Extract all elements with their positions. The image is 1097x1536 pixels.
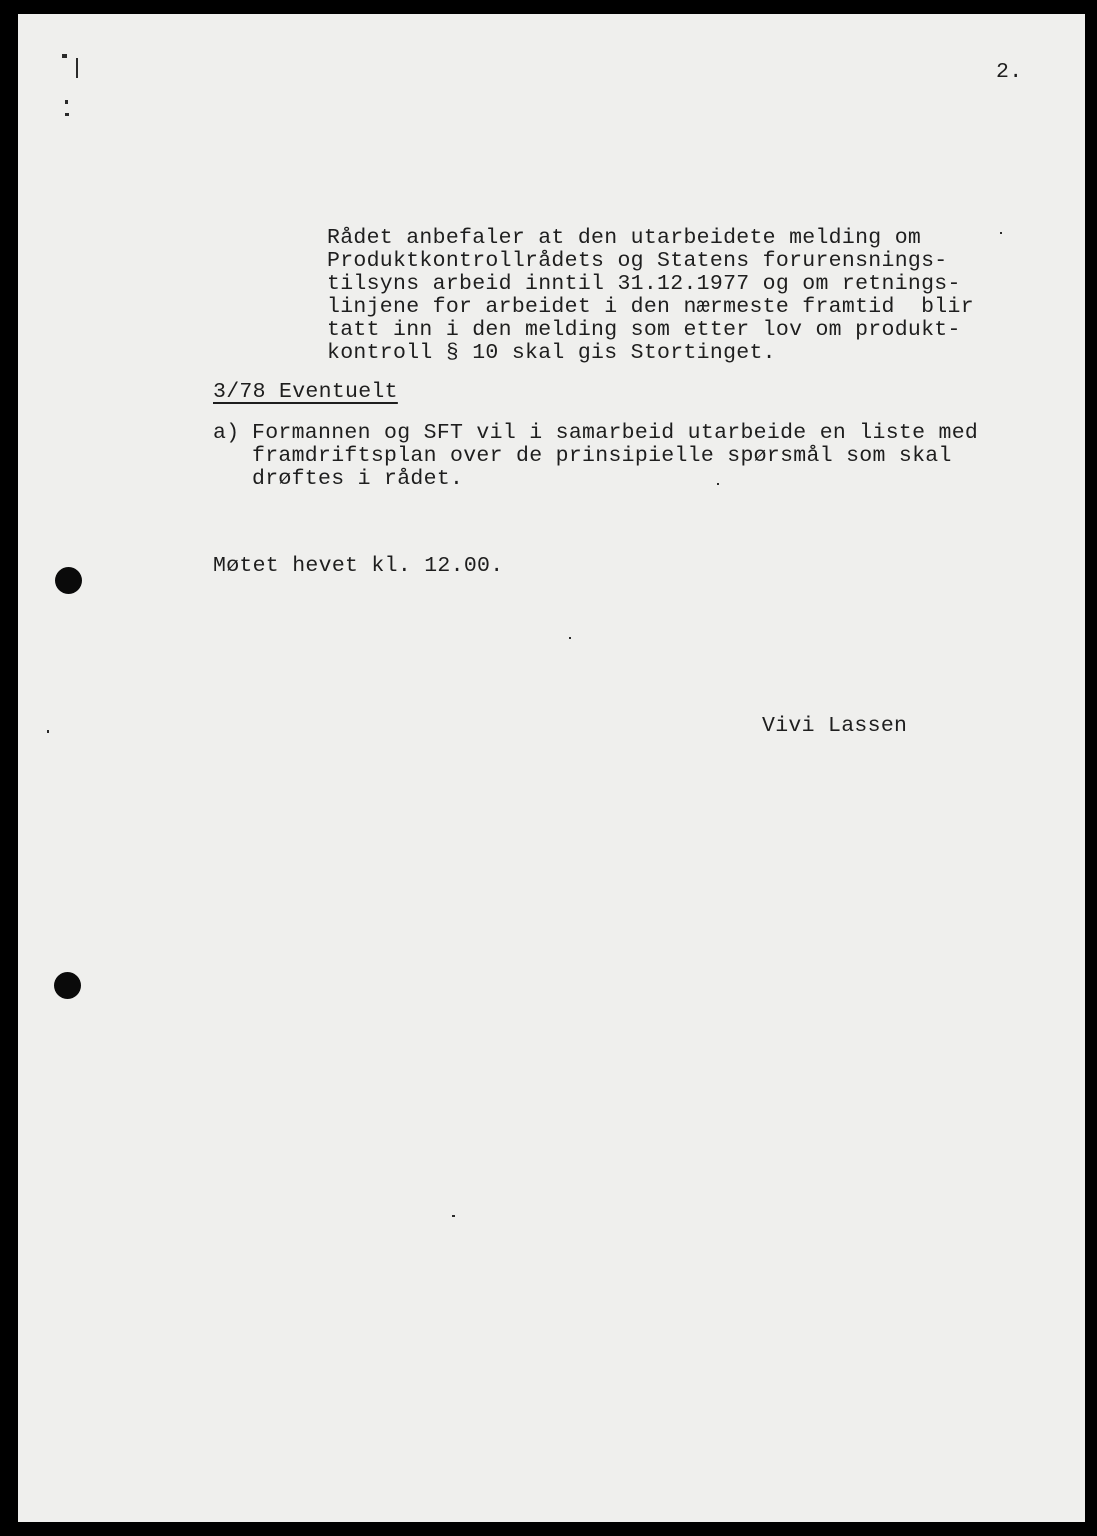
list-item-line: Formannen og SFT vil i samarbeid utarbeide en liste med (252, 421, 979, 445)
list-item-line: drøftes i rådet. (252, 467, 464, 491)
scan-speck (569, 637, 571, 639)
scan-speck (65, 113, 69, 116)
meeting-closing-line: Møtet hevet kl. 12.00. (213, 554, 504, 578)
scan-speck (62, 54, 67, 58)
signature-name: Vivi Lassen (762, 714, 908, 738)
paragraph-line: linjene for arbeidet i den nærmeste framtid blir (327, 295, 974, 319)
paragraph-line: Produktkontrollrådets og Statens forurensnings- (327, 249, 948, 273)
section-heading: 3/78 Eventuelt (213, 380, 398, 404)
scan-speck (452, 1215, 455, 1217)
paragraph-line: kontroll § 10 skal gis Stortinget. (327, 341, 776, 365)
scan-speck (1000, 232, 1002, 234)
punch-hole-bottom (54, 972, 81, 999)
document-sheet (18, 14, 1085, 1522)
paragraph-line: tilsyns arbeid inntil 31.12.1977 og om retnings- (327, 272, 961, 296)
list-item-line: framdriftsplan over de prinsipielle spørsmål som skal (252, 444, 952, 468)
scan-speck (717, 483, 719, 485)
list-item-text (252, 422, 978, 491)
punch-hole-top (55, 567, 82, 594)
list-item-marker: a) (213, 421, 240, 445)
page-number: 2. (996, 60, 1023, 84)
scan-speck (76, 58, 78, 78)
recommendation-paragraph (327, 227, 974, 365)
scan-speck (47, 730, 49, 733)
paragraph-line: tatt inn i den melding som etter lov om produkt- (327, 318, 961, 342)
paragraph-line: Rådet anbefaler at den utarbeidete melding om (327, 226, 922, 250)
scan-speck (65, 100, 68, 104)
